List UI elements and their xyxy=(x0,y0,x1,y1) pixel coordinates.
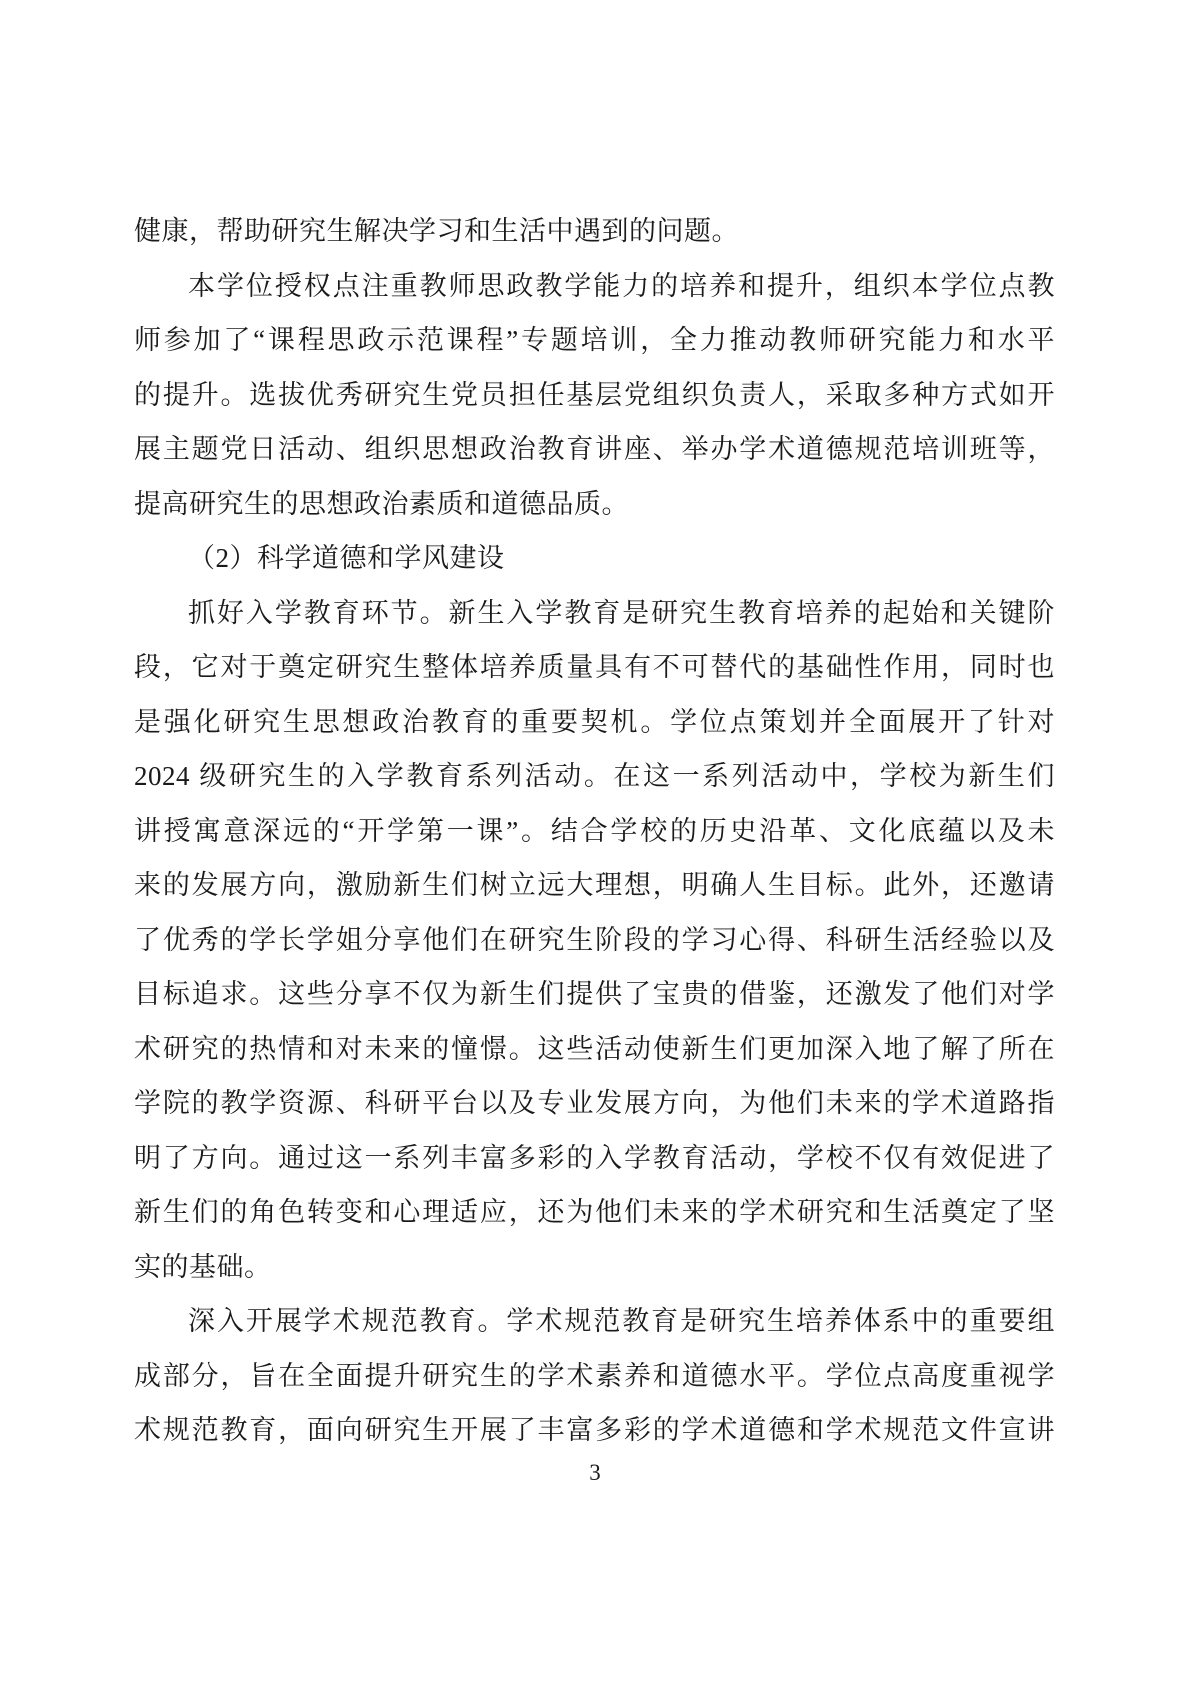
page-number: 3 xyxy=(589,1460,601,1485)
text-line: 来的发展方向，激励新生们树立远大理想，明确人生目标。此外，还邀请 xyxy=(134,870,1055,900)
text-line: 展主题党日活动、组织思想政治教育讲座、举办学术道德规范培训班等， xyxy=(134,434,1055,464)
text-line: 成部分，旨在全面提升研究生的学术素养和道德水平。学位点高度重视学 xyxy=(134,1360,1055,1391)
text-line: 本学位授权点注重教师思政教学能力的培养和提升，组织本学位点教 xyxy=(188,270,1055,301)
text-line: 实的基础。 xyxy=(134,1251,272,1282)
section-heading-2: （2）科学道德和学风建设 xyxy=(188,543,505,573)
text-line: 提高研究生的思想政治素质和道德品质。 xyxy=(134,488,629,519)
text-line: 是强化研究生思想政治教育的重要契机。学位点策划并全面展开了针对 xyxy=(134,706,1055,737)
text-line: 深入开展学术规范教育。学术规范教育是研究生培养体系中的重要组 xyxy=(188,1306,1055,1336)
text-line: 术研究的热情和对未来的憧憬。这些活动使新生们更加深入地了解了所在 xyxy=(134,1033,1055,1064)
text-line: 2024 级研究生的入学教育系列活动。在这一系列活动中，学校为新生们 xyxy=(134,761,1055,791)
text-block xyxy=(134,204,1055,1458)
text-line: 学院的教学资源、科研平台以及专业发展方向，为他们未来的学术道路指 xyxy=(134,1088,1055,1118)
text-line: 了优秀的学长学姐分享他们在研究生阶段的学习心得、科研生活经验以及 xyxy=(134,924,1055,955)
text-line: 新生们的角色转变和心理适应，还为他们未来的学术研究和生活奠定了坚 xyxy=(134,1197,1055,1227)
text-line: 抓好入学教育环节。新生入学教育是研究生教育培养的起始和关键阶 xyxy=(188,597,1055,628)
text-line: 健康，帮助研究生解决学习和生活中遇到的问题。 xyxy=(134,216,739,246)
text-line: 的提升。选拔优秀研究生党员担任基层党组织负责人，采取多种方式如开 xyxy=(134,379,1055,410)
text-line: 段，它对于奠定研究生整体培养质量具有不可替代的基础性作用，同时也 xyxy=(134,652,1055,682)
text-line: 术规范教育，面向研究生开展了丰富多彩的学术道德和学术规范文件宣讲 xyxy=(134,1415,1055,1445)
text-line: 目标追求。这些分享不仅为新生们提供了宝贵的借鉴，还激发了他们对学 xyxy=(134,979,1055,1009)
text-line: 讲授寓意深远的“开学第一课”。结合学校的历史沿革、文化底蕴以及未 xyxy=(134,815,1055,846)
text-line: 明了方向。通过这一系列丰富多彩的入学教育活动，学校不仅有效促进了 xyxy=(134,1142,1055,1173)
text-line: 师参加了“课程思政示范课程”专题培训，全力推动教师研究能力和水平 xyxy=(134,325,1055,355)
